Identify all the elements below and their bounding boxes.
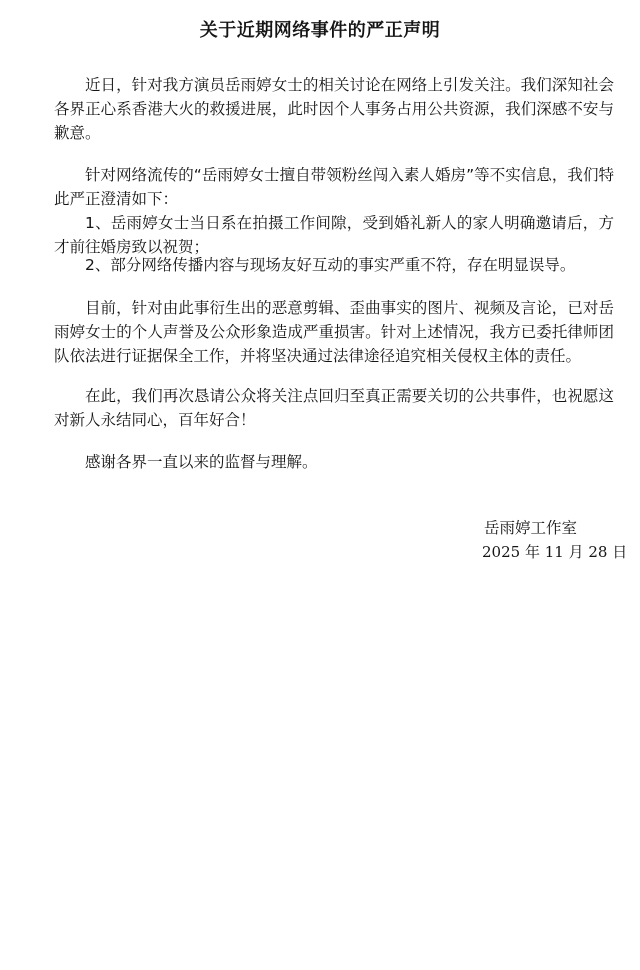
signature-studio: 岳雨婷工作室 bbox=[484, 519, 578, 537]
clarification-item-2: 2、部分网络传播内容与现场友好互动的事实严重不符，存在明显误导。 bbox=[85, 256, 576, 274]
paragraph-appeal: 在此，我们再次恳请公众将关注点回归至真正需要关切的公共事件，也祝愿这对新人永结同心，百年好合！ bbox=[54, 387, 614, 429]
clarification-item-1: 1、岳雨婷女士当日系在拍摄工作间隙，受到婚礼新人的家人明确邀请后，方才前往婚房致以祝贺； bbox=[54, 214, 614, 256]
signature-date: 2025 年 11 月 28 日 bbox=[482, 543, 628, 561]
document-title: 关于近期网络事件的严正声明 bbox=[199, 20, 441, 41]
paragraph-intro: 近日，针对我方演员岳雨婷女士的相关讨论在网络上引发关注。我们深知社会各界正心系香港大火的救援进展，此时因个人事务占用公共资源，我们深感不安与歉意。 bbox=[54, 76, 614, 142]
paragraph-thanks: 感谢各界一直以来的监督与理解。 bbox=[85, 453, 318, 471]
paragraph-clarification: 针对网络流传的“岳雨婷女士擅自带领粉丝闯入素人婚房”等不实信息，我们特此严正澄清如下： bbox=[54, 166, 614, 208]
paragraph-legal-action: 目前，针对由此事衍生出的恶意剪辑、歪曲事实的图片、视频及言论，已对岳雨婷女士的个人声誉及公众形象造成严重损害。针对上述情况，我方已委托律师团队依法进行证据保全工作，并将坚决通过法律途径追究相关侵权主体的责任。 bbox=[54, 299, 614, 365]
